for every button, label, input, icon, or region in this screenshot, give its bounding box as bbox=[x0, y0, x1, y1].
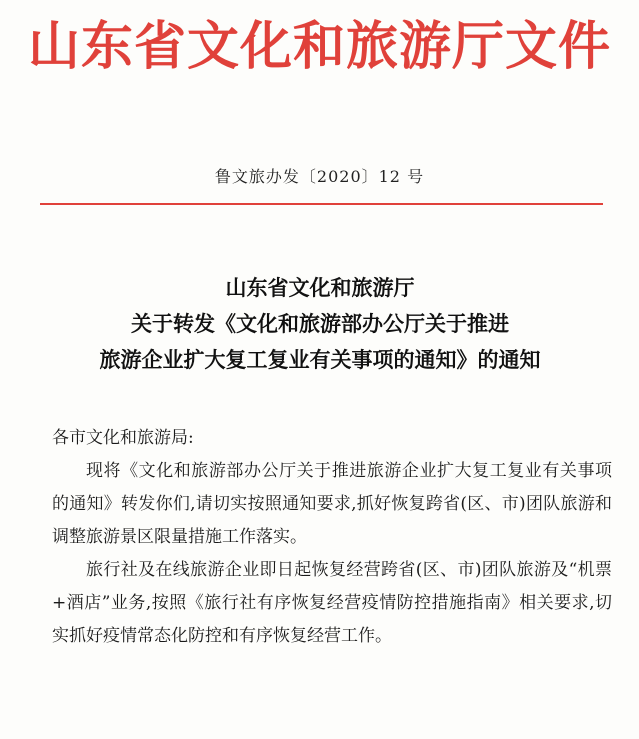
notice-title-line-1: 山东省文化和旅游厅 bbox=[225, 275, 415, 300]
salutation: 各市文化和旅游局: bbox=[52, 428, 194, 448]
notice-title-line-2: 关于转发《文化和旅游部办公厅关于推进 bbox=[131, 311, 509, 336]
body-paragraph-2: 旅行社及在线旅游企业即日起恢复经营跨省(区、市)团队旅游及“机票+酒店”业务,按照《旅行社有序恢复经营疫情防控措施指南》相关要求,切实抓好疫情常态化防控和有序恢复经营工作。 bbox=[52, 560, 612, 646]
body-paragraph-1: 现将《文化和旅游部办公厅关于推进旅游企业扩大复工复业有关事项的通知》转发你们,请切实按照通知要求,抓好恢复跨省(区、市)团队旅游和调整旅游景区限量措施工作落实。 bbox=[52, 461, 612, 547]
notice-title-line-3: 旅游企业扩大复工复业有关事项的通知》的通知 bbox=[99, 347, 541, 372]
document-header-title: 山东省文化和旅游厅文件 bbox=[28, 17, 612, 77]
notice-body bbox=[52, 422, 612, 653]
document-number: 鲁文旅办发〔2020〕12 号 bbox=[214, 167, 425, 186]
notice-title bbox=[20, 270, 620, 378]
header-red-divider bbox=[40, 203, 603, 205]
